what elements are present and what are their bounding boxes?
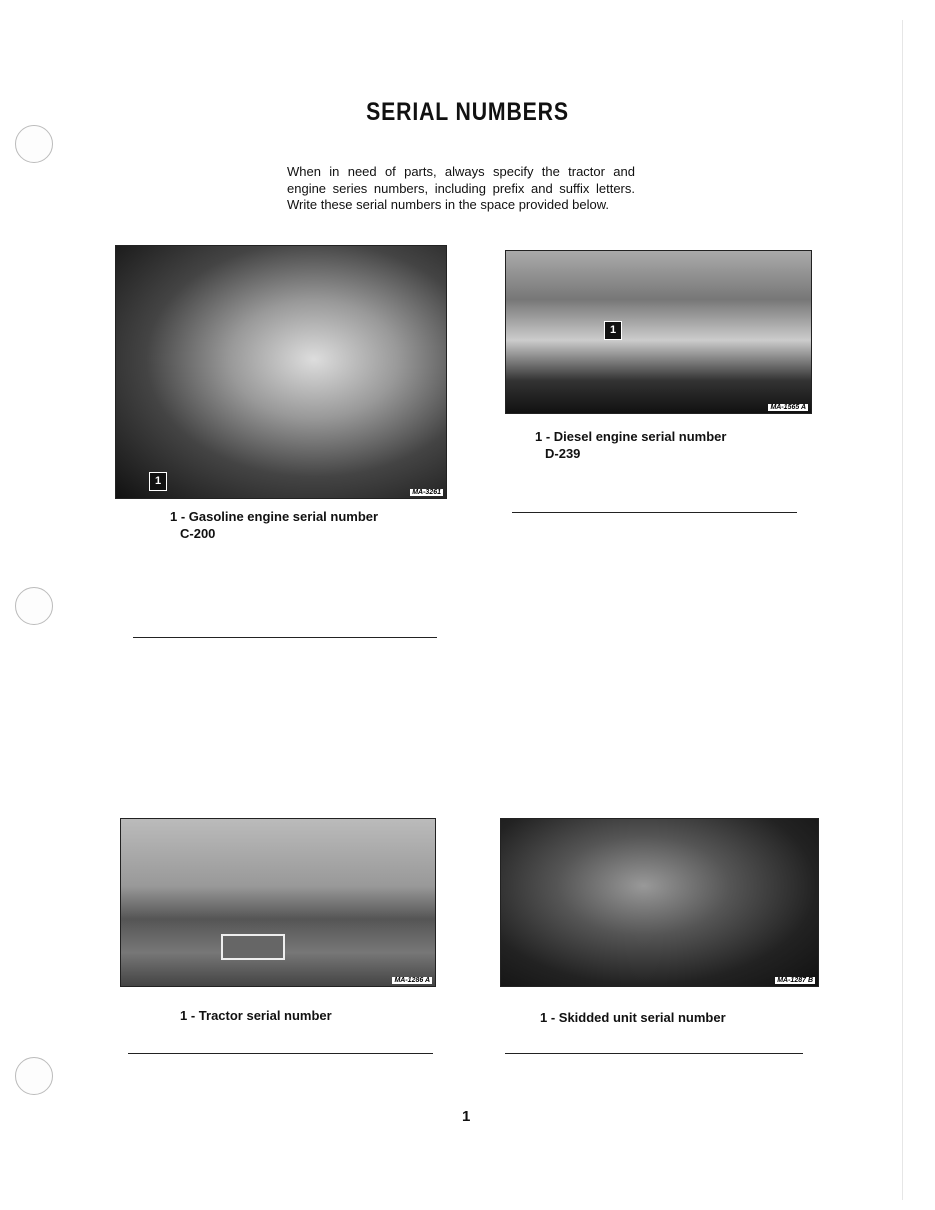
figure-code: MA-1287 B — [777, 977, 813, 984]
punch-hole — [15, 125, 53, 163]
diesel-caption — [535, 428, 726, 462]
figure-code: MA-1286 A — [394, 977, 430, 984]
callout-marker: 1 — [604, 321, 622, 340]
model-text: D-239 — [545, 446, 581, 461]
serial-write-line — [128, 1053, 433, 1054]
page-edge — [902, 20, 903, 1200]
punch-hole — [15, 1057, 53, 1095]
skidded-caption: 1 - Skidded unit serial number — [540, 1010, 726, 1025]
serial-write-line — [512, 512, 797, 513]
serial-write-line — [505, 1053, 803, 1054]
diesel-engine-photo — [505, 250, 812, 414]
skidded-unit-photo — [500, 818, 819, 987]
gasoline-engine-photo — [115, 245, 447, 499]
page-title: SERIAL NUMBERS — [366, 98, 569, 126]
serial-plate — [221, 934, 285, 960]
figure-code: MA-1565 A — [770, 404, 806, 411]
gasoline-caption — [170, 508, 378, 542]
punch-hole — [15, 587, 53, 625]
caption-text: 1 - Gasoline engine serial number — [170, 509, 379, 524]
page-number: 1 — [462, 1108, 471, 1125]
figure-code: MA-3261 — [412, 489, 441, 496]
caption-text: 1 - Diesel engine serial number — [535, 429, 727, 444]
tractor-caption: 1 - Tractor serial number — [180, 1008, 332, 1023]
tractor-photo — [120, 818, 436, 987]
serial-write-line — [133, 637, 437, 638]
callout-marker: 1 — [149, 472, 167, 491]
intro-paragraph: When in need of parts, always specify the tractor and engine series numbers, including prefix and suffix letters. Write these serial numbers in the space provided below. — [287, 164, 635, 212]
model-text: C-200 — [180, 526, 216, 541]
